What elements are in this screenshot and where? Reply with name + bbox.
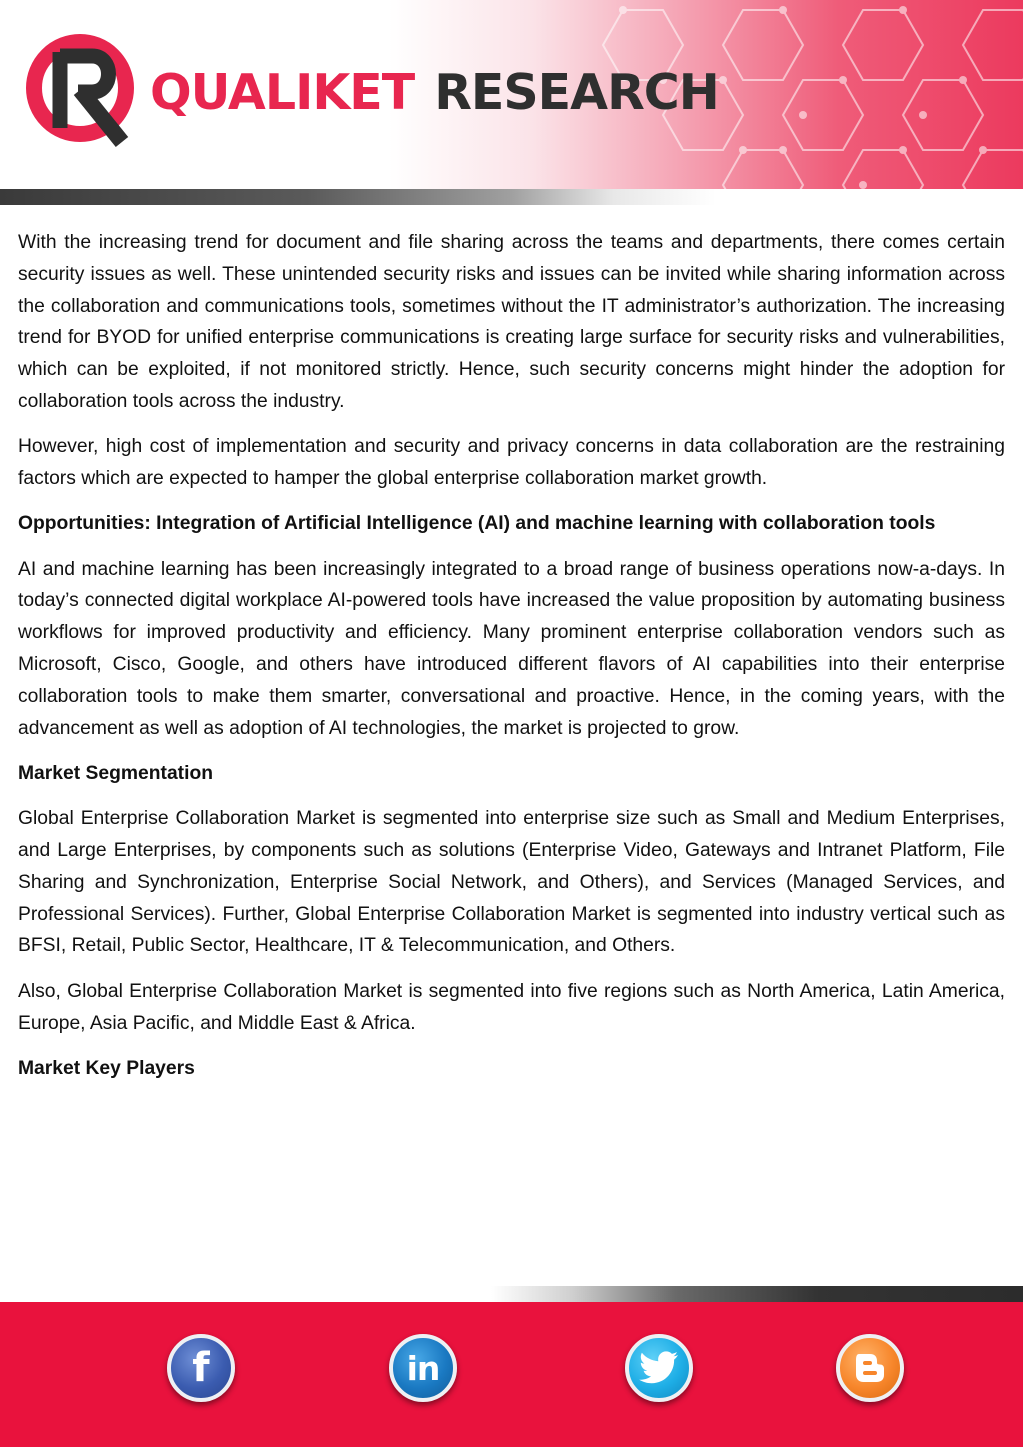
linkedin-icon[interactable] [389,1334,457,1402]
brand-name [150,62,719,122]
paragraph-regions: Also, Global Enterprise Collaboration Market is segmented into five regions such as North America, Latin America, Europe, Asia Pacific, and Middle East & Africa. [18,980,1005,1034]
qr-logo-icon [22,30,142,150]
heading-market-segmentation: Market Segmentation [18,762,213,784]
brand-word-qualiket: QUALIKET [150,63,415,121]
heading-opportunities: Opportunities: Integration of Artificial Intelligence (AI) and machine learning with collaboration tools [18,513,936,535]
brand-word-research: RESEARCH [434,63,719,121]
facebook-icon[interactable] [167,1334,235,1402]
paragraph-security-issues: With the increasing trend for document and file sharing across the teams and departments, there comes certain security issues as well. These unintended security risks and issues can be invited while sharing information across the collaboration and communications tools, sometimes without the IT administrator’s authorization. The increasing trend for BYOD for unified enterprise communications is creating large surface for security risks and vulnerabilities, which can be exploited, if not monitored strictly. Hence, such security concerns might hinder the adoption for collaboration tools across the industry. [18,232,1005,412]
blogger-icon[interactable] [836,1334,904,1402]
footer-divider-bar [0,1286,1023,1302]
heading-market-key-players: Market Key Players [18,1057,195,1079]
linkedin-glyph: in [406,1348,440,1388]
paragraph-ai-integration: AI and machine learning has been increasingly integrated to a broad range of business operations now-a-days. In today’s connected digital workplace AI-powered tools have increased the value proposition by automating business workflows for improved productivity and efficiency. Many prominent enterprise collaboration vendors such as Microsoft, Cisco, Google, and others have introduced different flavors of AI capabilities into their enterprise collaboration tools to make them smarter, conversational and proactive. Hence, in the coming years, with the advancement as well as adoption of AI technologies, the market is projected to grow. [18,558,1005,739]
blogger-glyph [853,1351,887,1385]
twitter-bird-glyph [639,1351,679,1385]
facebook-glyph: f [192,1345,210,1391]
page-header [0,0,1023,205]
document-body [18,227,1005,1098]
paragraph-segmentation: Global Enterprise Collaboration Market is segmented into enterprise size such as Small and Medium Enterprises, and Large Enterprises, by components such as solutions (Enterprise Video, Gateways and Intranet Platform, File Sharing and Synchronization, Enterprise Social Network, and Others), and Services (Managed Services, and Professional Services). Further, Global Enterprise Collaboration Market is segmented into industry vertical such as BFSI, Retail, Public Sector, Healthcare, IT & Telecommunication, and Others. [18,808,1005,957]
header-divider-bar [0,189,1023,205]
paragraph-restraining-factors: However, high cost of implementation and security and privacy concerns in data collaboration are the restraining factors which are expected to hamper the global enterprise collaboration market growth. [18,436,1005,490]
twitter-icon[interactable] [625,1334,693,1402]
